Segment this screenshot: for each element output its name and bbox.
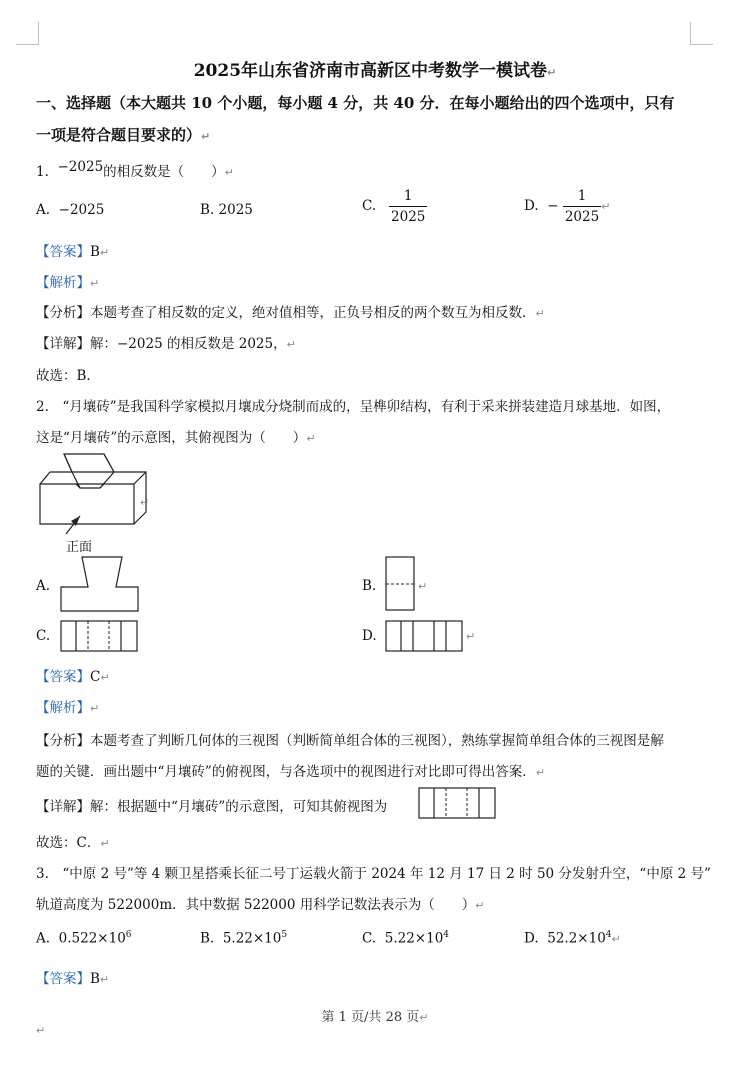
figure-mark: ↵ <box>140 496 150 509</box>
q2-answer: 【答案】C↵ <box>36 669 110 685</box>
q2-option-d-figure <box>385 620 465 654</box>
q2-option-c-label: C. <box>36 628 51 644</box>
q1-option-d: D. − $\frac{1}{2025}$ ↵ <box>524 188 611 225</box>
q2-stem-line2: 这是“月壤砖”的示意图，其俯视图为（ ）↵ <box>36 430 316 446</box>
q2-option-d-mark: ↵ <box>466 630 476 643</box>
q2-stem-line1: 2. “月壤砖”是我国科学家模拟月壤成分烧制而成的，呈榫卯结构，有利于采来拼装建造月球基地．如图， <box>36 399 671 415</box>
q2-option-b-label: B. <box>362 578 377 594</box>
q2-option-d-label: D. <box>362 628 377 644</box>
page-footer: 第 1 页/共 28 页↵ <box>321 1010 429 1025</box>
q2-xiangjie-figure <box>418 787 498 821</box>
q1-option-b: B. 2025 <box>200 202 253 218</box>
q3-stem-line1: 3. “中原 2 号”等 4 颗卫星搭乘长征二号丁运载火箭于 2024 年 12 月 17 日 2 时 50 分发射升空，“中原 2 号” <box>36 866 711 882</box>
q1-option-c: C. $\frac{1}{2025}$ <box>362 188 426 225</box>
q2-fenxi-line2: 题的关键．画出题中“月壤砖”的俯视图，与各选项中的视图进行对比即可得出答案．↵ <box>36 764 546 780</box>
q1-choose: 故选：B． <box>36 368 100 384</box>
q1-stem: 1. −2025的相反数是（ ）↵ <box>36 159 234 180</box>
section-heading-line1: 一、选择题（本大题共 10 个小题，每小题 4 分，共 40 分．在每小题给出的四个选项中，只有 <box>36 94 675 112</box>
q1-option-a: A. −2025 <box>36 202 105 218</box>
q1-xiangjie: 【详解】解：−2025 的相反数是 2025，↵ <box>36 336 296 352</box>
q1-analysis-tag: 【解析】↵ <box>36 275 100 291</box>
q1-fenxi: 【分析】本题考查了相反数的定义，绝对值相等，正负号相反的两个数互为相反数．↵ <box>36 305 545 321</box>
q3-stem-line2: 轨道高度为 522000m．其中数据 522000 用科学记数法表示为（ ）↵ <box>36 897 485 913</box>
q2-analysis-tag: 【解析】↵ <box>36 700 100 716</box>
section-heading-line2: 一项是符合题目要求的）↵ <box>36 126 211 144</box>
page-title: 2025年山东省济南市高新区中考数学一模试卷↵ <box>193 61 557 81</box>
q2-option-a-label: A. <box>36 578 51 594</box>
q2-option-c-figure <box>60 620 140 654</box>
q1-option-c-fraction: $\frac{1}{2025}$ <box>391 188 426 225</box>
crop-mark-top-left <box>16 22 39 45</box>
moon-brick-figure <box>36 450 156 560</box>
q3-option-a: A. $0.522\times 10^6$ <box>36 930 132 947</box>
q2-choose: 故选：C．↵ <box>36 835 110 851</box>
q1-option-d-fraction: $\frac{1}{2025}$ <box>564 188 600 225</box>
q3-option-c: C. $5.22\times 10^4$ <box>362 930 450 947</box>
front-label: 正面 <box>66 540 93 555</box>
q3-option-b: B. $5.22\times 10^5$ <box>200 930 288 947</box>
q2-option-b-mark: ↵ <box>418 580 428 593</box>
q2-fenxi-line1: 【分析】本题考查了判断几何体的三视图（判断简单组合体的三视图），熟练掌握简单组合体的三视图是解 <box>36 733 664 749</box>
crop-mark-top-right <box>690 22 713 45</box>
q2-xiangjie: 【详解】解：根据题中“月壤砖”的示意图，可知其俯视图为 <box>36 799 388 815</box>
q2-option-a-figure <box>60 556 140 612</box>
q3-option-d: D. $52.2\times 10^4↵$ <box>524 930 621 947</box>
q3-answer: 【答案】B↵ <box>36 971 110 987</box>
q2-option-b-figure <box>385 556 417 612</box>
q1-answer: 【答案】B↵ <box>36 244 110 260</box>
end-mark: ↵ <box>36 1024 46 1037</box>
